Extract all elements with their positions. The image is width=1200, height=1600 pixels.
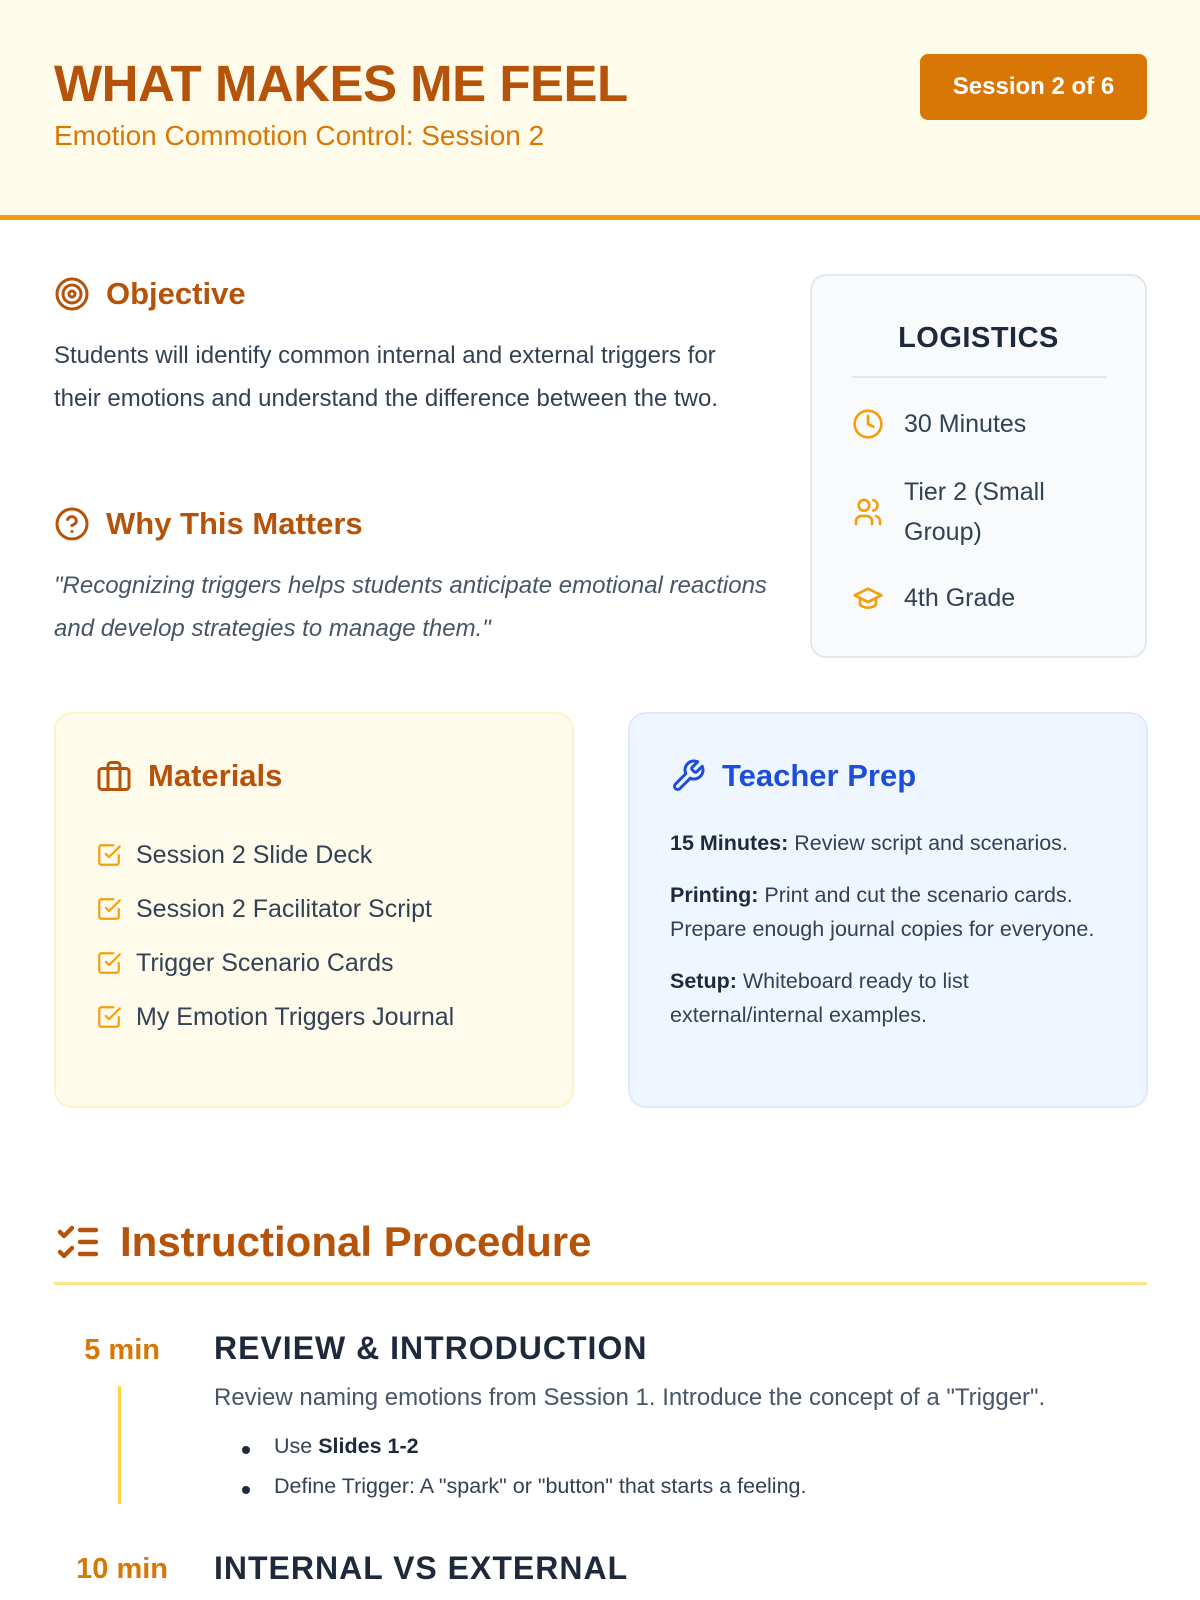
question-circle-icon [54,506,90,542]
materials-item [96,882,454,936]
users-icon [852,496,884,528]
list-checks-icon [54,1218,102,1266]
prep-item-text: Review script and scenarios. [788,831,1068,855]
prep-item-label: Printing: [670,883,759,907]
prep-item [670,964,1120,1032]
page-subtitle: Emotion Commotion Control: Session 2 [54,120,545,151]
materials-item [96,828,454,882]
step-time: 10 min [76,1553,168,1585]
step-title: REVIEW & INTRODUCTION [214,1330,648,1366]
logistics-grade-text: 4th Grade [904,584,1016,612]
teacher-prep-heading-label: Teacher Prep [722,758,917,793]
teacher-prep-body [670,826,1120,1050]
materials-item-label: Session 2 Facilitator Script [136,894,432,923]
logistics-duration-text: 30 Minutes [904,410,1027,438]
why-heading [54,506,363,542]
materials-item [96,936,454,990]
prep-item-label: 15 Minutes: [670,831,789,855]
step-time: 5 min [84,1334,160,1366]
procedure-heading [54,1218,591,1266]
checkbox-icon [96,842,122,868]
objective-text: Students will identify common internal and external triggers for their emotions and understand the difference between the two. [54,342,718,412]
teacher-prep-heading [670,758,916,794]
step-bullet-prefix: Use [274,1434,319,1458]
procedure-heading-label: Instructional Procedure [120,1218,592,1265]
prep-item [670,826,1120,860]
procedure-divider [54,1282,1147,1285]
briefcase-icon [96,758,132,794]
checkbox-icon [96,950,122,976]
logistics-group [852,472,1112,552]
checkbox-icon [96,896,122,922]
page-header [0,0,1200,220]
prep-item-label: Setup: [670,969,737,993]
materials-heading [96,758,282,794]
step-bullet-bold: Slides 1-2 [318,1434,419,1458]
materials-item-label: My Emotion Triggers Journal [136,1002,455,1031]
checkbox-icon [96,1004,122,1030]
prep-item-text: Whiteboard ready to list external/internal examples. [670,969,969,1027]
objective-heading-label: Objective [106,276,246,311]
step-bullet-prefix: Define Trigger: A "spark" or "button" that starts a feeling. [274,1474,807,1498]
step-title: INTERNAL VS EXTERNAL [214,1550,629,1586]
session-badge: Session 2 of 6 [920,54,1147,120]
prep-item-text: Print and cut the scenario cards. Prepare enough journal copies for everyone. [670,883,1095,941]
logistics-duration [852,404,1026,444]
teacher-prep-card [628,712,1148,1108]
why-quote: "Recognizing triggers helps students anticipate emotional reactions and develop strategies to manage them." [54,572,767,642]
materials-item-label: Trigger Scenario Cards [136,948,394,977]
materials-heading-label: Materials [148,758,283,793]
objective-heading [54,276,246,312]
materials-item [96,990,454,1044]
materials-card [54,712,574,1108]
page-title: WHAT MAKES ME FEEL [54,55,628,112]
graduation-cap-icon [852,582,884,614]
step-timeline-line [118,1386,121,1504]
step-bullet [238,1434,419,1459]
materials-item-label: Session 2 Slide Deck [136,840,373,869]
logistics-title: LOGISTICS [898,322,1059,354]
step-bullet [238,1474,806,1499]
logistics-card [810,274,1147,658]
wrench-icon [670,758,706,794]
logistics-grade [852,578,1015,618]
clock-icon [852,408,884,440]
target-icon [54,276,90,312]
logistics-group-text: Tier 2 (Small Group) [904,478,1045,546]
materials-list [96,828,454,1044]
why-heading-label: Why This Matters [106,506,363,541]
logistics-divider [852,376,1107,378]
step-description: Review naming emotions from Session 1. Introduce the concept of a "Trigger". [214,1384,1046,1411]
prep-item [670,878,1120,946]
